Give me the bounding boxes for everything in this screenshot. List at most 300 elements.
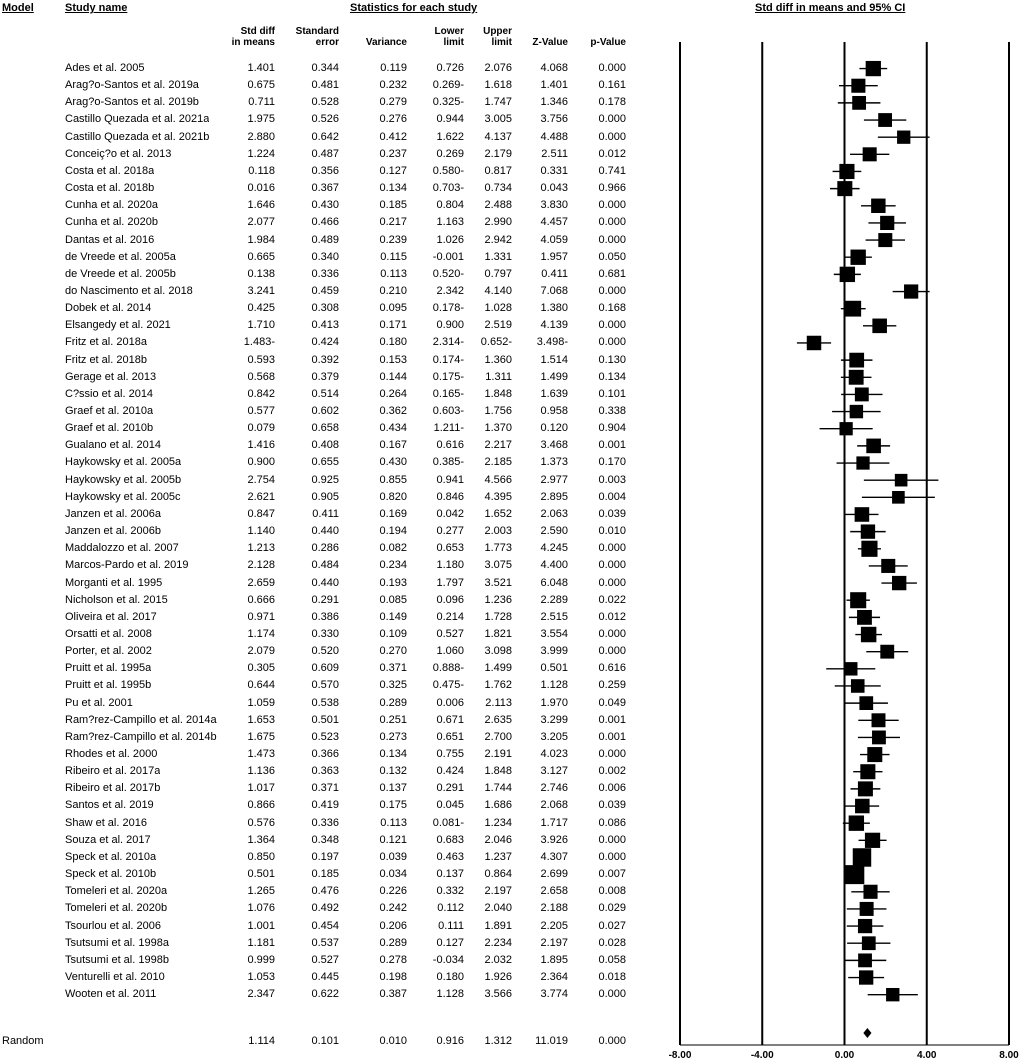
table-row [0, 489, 640, 506]
col-header-p-value [576, 37, 626, 48]
cell-se: 0.526 [311, 113, 339, 126]
col-header-std-diff [225, 26, 275, 48]
cell-p: 0.012 [598, 147, 626, 160]
cell-std-diff: 1.401 [247, 62, 275, 74]
study-marker [858, 781, 873, 796]
cell-p: 0.000 [598, 748, 626, 760]
cell-std-diff: 1.076 [247, 902, 275, 915]
cell-z: 3.554 [540, 627, 568, 640]
cell-variance: 0.167 [379, 439, 407, 452]
cell-std-diff: 2.079 [247, 645, 275, 658]
cell-z: 1.514 [540, 353, 568, 366]
cell-upper: 1.499 [484, 662, 512, 675]
study-name: Oliveira et al. 2017 [65, 610, 157, 623]
study-name: Souza et al. 2017 [65, 833, 151, 846]
table-row [0, 986, 640, 1003]
table-row [0, 111, 640, 128]
study-marker [852, 96, 866, 110]
cell-variance: 0.144 [379, 370, 407, 383]
cell-se: 0.291 [311, 593, 339, 606]
cell-lower: 0.111 [438, 919, 464, 932]
cell-lower: 0.603- [432, 405, 464, 417]
cell-lower: 0.703- [432, 182, 464, 195]
cell-p: 0.003 [598, 473, 626, 486]
cell-upper: 1.028 [484, 302, 512, 315]
table-row [0, 660, 640, 677]
col-header-standard-error [283, 26, 339, 48]
cell-std-diff: 1.059 [247, 696, 275, 709]
cell-z: 3.299 [540, 713, 568, 726]
table-row [0, 232, 640, 249]
cell-upper: 4.137 [484, 130, 512, 143]
study-name: Haykowsky et al. 2005a [65, 456, 182, 469]
cell-z: 4.307 [540, 850, 568, 863]
cell-upper: 2.179 [484, 147, 512, 160]
cell-p: 0.966 [598, 182, 626, 195]
cell-se: 0.489 [311, 233, 339, 246]
cell-se: 0.481 [311, 79, 339, 92]
cell-lower: 1.163 [436, 216, 464, 229]
cell-z: 2.590 [540, 525, 568, 538]
study-name: Arag?o-Santos et al. 2019b [65, 96, 199, 109]
cell-p: 0.039 [598, 799, 626, 812]
study-name: Janzen et al. 2006a [65, 507, 162, 520]
study-marker [839, 164, 854, 179]
study-marker [837, 181, 852, 196]
study-marker [872, 713, 886, 727]
study-marker [856, 456, 869, 469]
study-name: Santos et al. 2019 [65, 799, 154, 812]
col-header-line: limit [491, 37, 512, 48]
table-row [0, 94, 640, 111]
cell-lower: 0.045 [436, 799, 464, 812]
cell-std-diff: 0.971 [247, 610, 275, 623]
study-marker [895, 474, 908, 487]
cell-variance: 0.198 [379, 970, 407, 983]
cell-variance: 0.175 [379, 799, 407, 812]
table-row [0, 472, 640, 489]
cell-std-diff: 0.850 [247, 850, 275, 863]
cell-variance: 0.095 [379, 302, 407, 315]
cell-upper: 2.234 [484, 936, 512, 949]
study-name: Cunha et al. 2020b [65, 216, 158, 229]
cell-se: 0.367 [311, 182, 339, 195]
cell-p: 0.018 [598, 970, 626, 983]
cell-std-diff: 0.999 [247, 953, 275, 966]
cell-lower: 0.520- [432, 267, 464, 280]
cell-lower: 0.888- [432, 662, 464, 675]
x-tick-label: -8.00 [668, 1050, 692, 1061]
study-marker [855, 799, 870, 814]
cell-variance: 0.113 [380, 816, 407, 829]
cell-se: 0.622 [311, 988, 339, 1001]
cell-std-diff: 1.975 [247, 113, 275, 126]
cell-std-diff: 2.659 [247, 576, 275, 589]
cell-lower: 0.527 [436, 627, 464, 640]
cell-upper: 2.185 [484, 456, 512, 469]
study-marker [858, 919, 872, 933]
cell-z: 4.068 [540, 62, 568, 74]
cell-std-diff: 1.364 [247, 833, 275, 846]
cell-lower: 0.175- [432, 370, 464, 383]
table-row [0, 677, 640, 694]
cell-variance: 0.226 [379, 885, 407, 898]
cell-p: 0.010 [598, 525, 626, 538]
cell-variance: 0.185 [379, 199, 407, 212]
cell-std-diff: 0.501 [247, 868, 275, 881]
cell-lower: 0.683 [436, 833, 464, 846]
study-marker [860, 764, 875, 779]
cell-variance: 0.109 [379, 627, 407, 640]
study-marker [880, 645, 894, 659]
cell-variance: 0.237 [379, 147, 407, 160]
cell-std-diff: 1.710 [247, 319, 275, 332]
cell-std-diff: 0.847 [247, 507, 275, 520]
study-name: Costa et al. 2018b [65, 182, 155, 195]
random-row [0, 1033, 640, 1050]
study-name: do Nascimento et al. 2018 [65, 284, 193, 297]
cell-upper: 0.734 [484, 182, 512, 195]
cell-se: 0.537 [311, 936, 339, 949]
cell-se: 0.655 [311, 456, 339, 469]
cell-variance: 0.082 [379, 542, 407, 555]
cell-p: 0.007 [598, 868, 626, 881]
cell-lower: 0.755 [436, 748, 464, 760]
table-row [0, 523, 640, 540]
cell-z: 2.063 [540, 507, 568, 520]
cell-variance: 0.193 [379, 576, 407, 589]
cell-variance: 0.273 [379, 730, 407, 743]
cell-std-diff: 0.644 [247, 679, 275, 692]
cell-lower: 0.653 [436, 542, 464, 555]
cell-se: 0.408 [311, 439, 339, 452]
cell-z: 2.699 [540, 868, 568, 881]
cell-se: 0.658 [311, 422, 339, 435]
study-marker [865, 833, 880, 848]
cell-variance: 0.239 [379, 233, 407, 246]
cell-lower: 1.180 [436, 559, 464, 572]
cell-p: 0.001 [598, 439, 626, 452]
col-header-line: Z-Value [532, 37, 568, 48]
study-marker [863, 885, 877, 899]
cell-std-diff: 0.593 [247, 353, 275, 366]
random-label: Random [2, 1035, 44, 1047]
cell-std-diff: 1.483- [243, 336, 275, 349]
table-row [0, 540, 640, 557]
random-p: 0.000 [598, 1035, 626, 1047]
cell-z: 3.756 [540, 113, 568, 126]
cell-std-diff: 1.140 [247, 525, 275, 538]
study-marker [807, 336, 821, 350]
cell-upper: 2.488 [484, 199, 512, 212]
col-header-line: Std diff [240, 26, 275, 37]
cell-std-diff: 1.675 [247, 730, 275, 743]
cell-se: 0.413 [311, 319, 339, 332]
table-row [0, 609, 640, 626]
table-row [0, 77, 640, 94]
study-name: Gerage et al. 2013 [65, 370, 157, 383]
study-marker [866, 61, 881, 76]
cell-variance: 0.270 [379, 645, 407, 658]
study-marker [857, 610, 872, 625]
study-name: Pruitt et al. 1995b [65, 679, 152, 692]
cell-se: 0.308 [311, 302, 339, 315]
table-row [0, 214, 640, 231]
study-marker [871, 199, 885, 213]
cell-lower: 0.671 [436, 713, 464, 726]
cell-se: 0.356 [311, 164, 339, 177]
cell-std-diff: 1.265 [247, 885, 275, 898]
cell-se: 0.286 [311, 542, 339, 555]
study-marker [881, 559, 895, 573]
random-z: 11.019 [535, 1035, 568, 1047]
cell-upper: 1.848 [484, 387, 512, 400]
cell-variance: 0.289 [379, 696, 407, 709]
cell-p: 0.006 [598, 782, 626, 795]
cell-upper: 2.191 [484, 748, 512, 760]
cell-lower: 2.314- [432, 336, 464, 349]
cell-variance: 0.153 [379, 353, 407, 366]
cell-z: 3.498- [536, 336, 568, 349]
cell-p: 0.000 [598, 216, 626, 229]
cell-lower: 0.846 [436, 490, 464, 503]
cell-z: 3.926 [540, 833, 568, 846]
table-row [0, 935, 640, 952]
cell-upper: 1.236 [484, 593, 512, 606]
cell-se: 0.379 [311, 370, 339, 383]
study-marker [840, 422, 853, 435]
study-marker [845, 865, 864, 884]
cell-lower: 0.277 [436, 525, 464, 538]
study-name: Janzen et al. 2006b [65, 525, 162, 538]
cell-upper: 2.003 [484, 525, 512, 538]
cell-z: 2.977 [540, 473, 568, 486]
cell-p: 0.000 [598, 233, 626, 246]
cell-variance: 0.278 [379, 953, 407, 966]
cell-std-diff: 2.754 [247, 473, 275, 486]
cell-z: 2.205 [540, 919, 568, 932]
cell-variance: 0.115 [380, 250, 407, 263]
cell-variance: 0.132 [379, 765, 407, 778]
cell-upper: 1.848 [484, 765, 512, 778]
cell-z: 1.401 [540, 79, 568, 92]
cell-se: 0.514 [311, 387, 339, 400]
study-name: Pu et al. 2001 [65, 696, 133, 709]
cell-lower: 0.651 [436, 730, 464, 743]
table-row [0, 317, 640, 334]
cell-upper: 1.652 [484, 507, 512, 520]
cell-variance: 0.180 [379, 336, 407, 349]
cell-z: 3.127 [540, 765, 568, 778]
cell-z: 2.068 [540, 799, 568, 812]
cell-variance: 0.325 [379, 679, 407, 692]
cell-se: 0.492 [311, 902, 339, 915]
cell-p: 0.049 [598, 696, 626, 709]
table-row [0, 746, 640, 763]
study-marker [904, 284, 918, 298]
cell-lower: 0.580- [432, 164, 464, 177]
cell-z: 3.999 [540, 645, 568, 658]
cell-se: 0.440 [311, 576, 339, 589]
cell-p: 0.001 [598, 730, 626, 743]
cell-std-diff: 1.174 [247, 627, 275, 640]
col-header-line: error [315, 37, 339, 48]
table-row [0, 420, 640, 437]
cell-std-diff: 0.665 [247, 250, 275, 263]
cell-lower: 1.211- [433, 422, 464, 435]
cell-variance: 0.127 [379, 164, 407, 177]
cell-lower: 0.269- [432, 79, 464, 92]
cell-upper: 3.005 [484, 113, 512, 126]
study-marker [897, 131, 910, 144]
x-tick-label: 8.00 [999, 1050, 1019, 1061]
cell-z: 2.895 [540, 490, 568, 503]
table-row [0, 797, 640, 814]
cell-se: 0.528 [311, 96, 339, 109]
cell-upper: 2.990 [484, 216, 512, 229]
study-name: Castillo Quezada et al. 2021a [65, 113, 210, 126]
cell-std-diff: 0.138 [247, 267, 275, 280]
cell-z: 2.289 [540, 593, 568, 606]
study-name: Costa et al. 2018a [65, 164, 155, 177]
col-header-line: in means [231, 37, 275, 48]
study-name: Haykowsky et al. 2005c [65, 490, 181, 503]
cell-z: 1.373 [540, 456, 568, 469]
cell-se: 0.348 [311, 833, 339, 846]
study-marker [863, 147, 877, 161]
cell-z: 3.774 [540, 988, 568, 1001]
cell-lower: 0.137 [436, 868, 464, 881]
cell-p: 0.004 [598, 490, 626, 503]
cell-p: 0.008 [598, 885, 626, 898]
cell-std-diff: 0.666 [247, 593, 275, 606]
cell-se: 0.570 [311, 679, 339, 692]
study-name: Fritz et al. 2018a [65, 336, 147, 349]
study-name: Pruitt et al. 1995a [65, 662, 152, 675]
cell-z: 4.488 [540, 130, 568, 143]
study-marker [880, 216, 894, 230]
cell-z: 1.970 [540, 696, 568, 709]
cell-lower: 0.174- [432, 353, 464, 366]
study-name: Haykowsky et al. 2005b [65, 473, 182, 486]
cell-z: 1.895 [540, 953, 568, 966]
study-name: Ram?rez-Campillo et al. 2014a [65, 713, 217, 726]
cell-z: 0.120 [540, 422, 568, 435]
cell-z: 1.346 [540, 96, 568, 109]
cell-std-diff: 0.576 [247, 816, 275, 829]
cell-z: 2.364 [540, 970, 568, 983]
study-name: Gualano et al. 2014 [65, 439, 162, 452]
cell-std-diff: 1.416 [247, 439, 275, 452]
study-name: Venturelli et al. 2010 [65, 970, 165, 983]
cell-z: 2.197 [540, 936, 568, 949]
cell-variance: 0.434 [379, 422, 407, 435]
cell-lower: 0.424 [436, 765, 464, 778]
cell-upper: 0.817 [484, 164, 512, 177]
cell-se: 0.523 [311, 730, 339, 743]
cell-p: 0.904 [598, 422, 626, 435]
study-marker [861, 627, 876, 642]
cell-std-diff: 0.016 [247, 182, 275, 195]
cell-std-diff: 1.473 [247, 748, 275, 760]
cell-std-diff: 0.425 [247, 302, 275, 315]
study-name: Nicholson et al. 2015 [65, 593, 168, 606]
cell-upper: 2.197 [484, 885, 512, 898]
cell-z: 2.658 [540, 885, 568, 898]
cell-variance: 0.289 [379, 936, 407, 949]
cell-upper: 2.046 [484, 833, 512, 846]
table-row [0, 180, 640, 197]
cell-variance: 0.206 [379, 919, 407, 932]
cell-z: 4.059 [540, 233, 568, 246]
cell-se: 0.430 [311, 199, 339, 212]
cell-variance: 0.251 [379, 713, 407, 726]
cell-se: 0.454 [311, 919, 339, 932]
cell-p: 0.058 [598, 953, 626, 966]
study-name: Maddalozzo et al. 2007 [65, 542, 179, 555]
cell-se: 0.336 [311, 816, 339, 829]
cell-std-diff: 2.347 [247, 988, 275, 1001]
cell-std-diff: 1.653 [247, 713, 275, 726]
cell-p: 0.039 [598, 507, 626, 520]
cell-variance: 0.855 [379, 473, 407, 486]
cell-upper: 2.113 [485, 696, 512, 709]
cell-std-diff: 1.136 [247, 765, 275, 778]
cell-z: 0.331 [540, 164, 568, 177]
cell-variance: 0.171 [379, 319, 407, 332]
cell-upper: 2.076 [484, 62, 512, 74]
study-name: Ram?rez-Campillo et al. 2014b [65, 730, 217, 743]
cell-upper: 1.926 [484, 970, 512, 983]
cell-lower: 0.178- [432, 302, 464, 315]
cell-variance: 0.242 [379, 902, 407, 915]
study-name: Wooten et al. 2011 [65, 988, 157, 1001]
cell-variance: 0.039 [379, 850, 407, 863]
cell-lower: 0.900 [436, 319, 464, 332]
cell-variance: 0.412 [379, 130, 407, 143]
cell-se: 0.501 [311, 713, 339, 726]
study-marker [866, 439, 881, 454]
cell-upper: 1.744 [484, 782, 512, 795]
table-row [0, 575, 640, 592]
cell-z: 1.957 [540, 250, 568, 263]
table-row [0, 780, 640, 797]
cell-std-diff: 1.984 [247, 233, 275, 246]
col-header-line: limit [443, 37, 464, 48]
cell-z: 4.139 [540, 319, 568, 332]
cell-lower: 1.060 [436, 645, 464, 658]
study-name: Rhodes et al. 2000 [65, 748, 158, 760]
cell-z: 2.188 [540, 902, 568, 915]
cell-z: 4.245 [540, 542, 568, 555]
cell-se: 0.459 [311, 284, 339, 297]
study-name: Orsatti et al. 2008 [65, 627, 152, 640]
table-row [0, 403, 640, 420]
cell-p: 0.086 [598, 816, 626, 829]
cell-std-diff: 1.224 [247, 147, 275, 160]
cell-std-diff: 0.711 [248, 96, 275, 109]
cell-p: 0.027 [598, 919, 626, 932]
study-marker [850, 405, 863, 418]
cell-z: 1.717 [540, 816, 568, 829]
cell-se: 0.527 [311, 953, 339, 966]
col-header-line: Upper [483, 26, 512, 37]
cell-variance: 0.264 [379, 387, 407, 400]
study-marker [849, 353, 864, 368]
cell-variance: 0.234 [379, 559, 407, 572]
study-marker [858, 953, 872, 967]
cell-upper: 4.140 [484, 284, 512, 297]
